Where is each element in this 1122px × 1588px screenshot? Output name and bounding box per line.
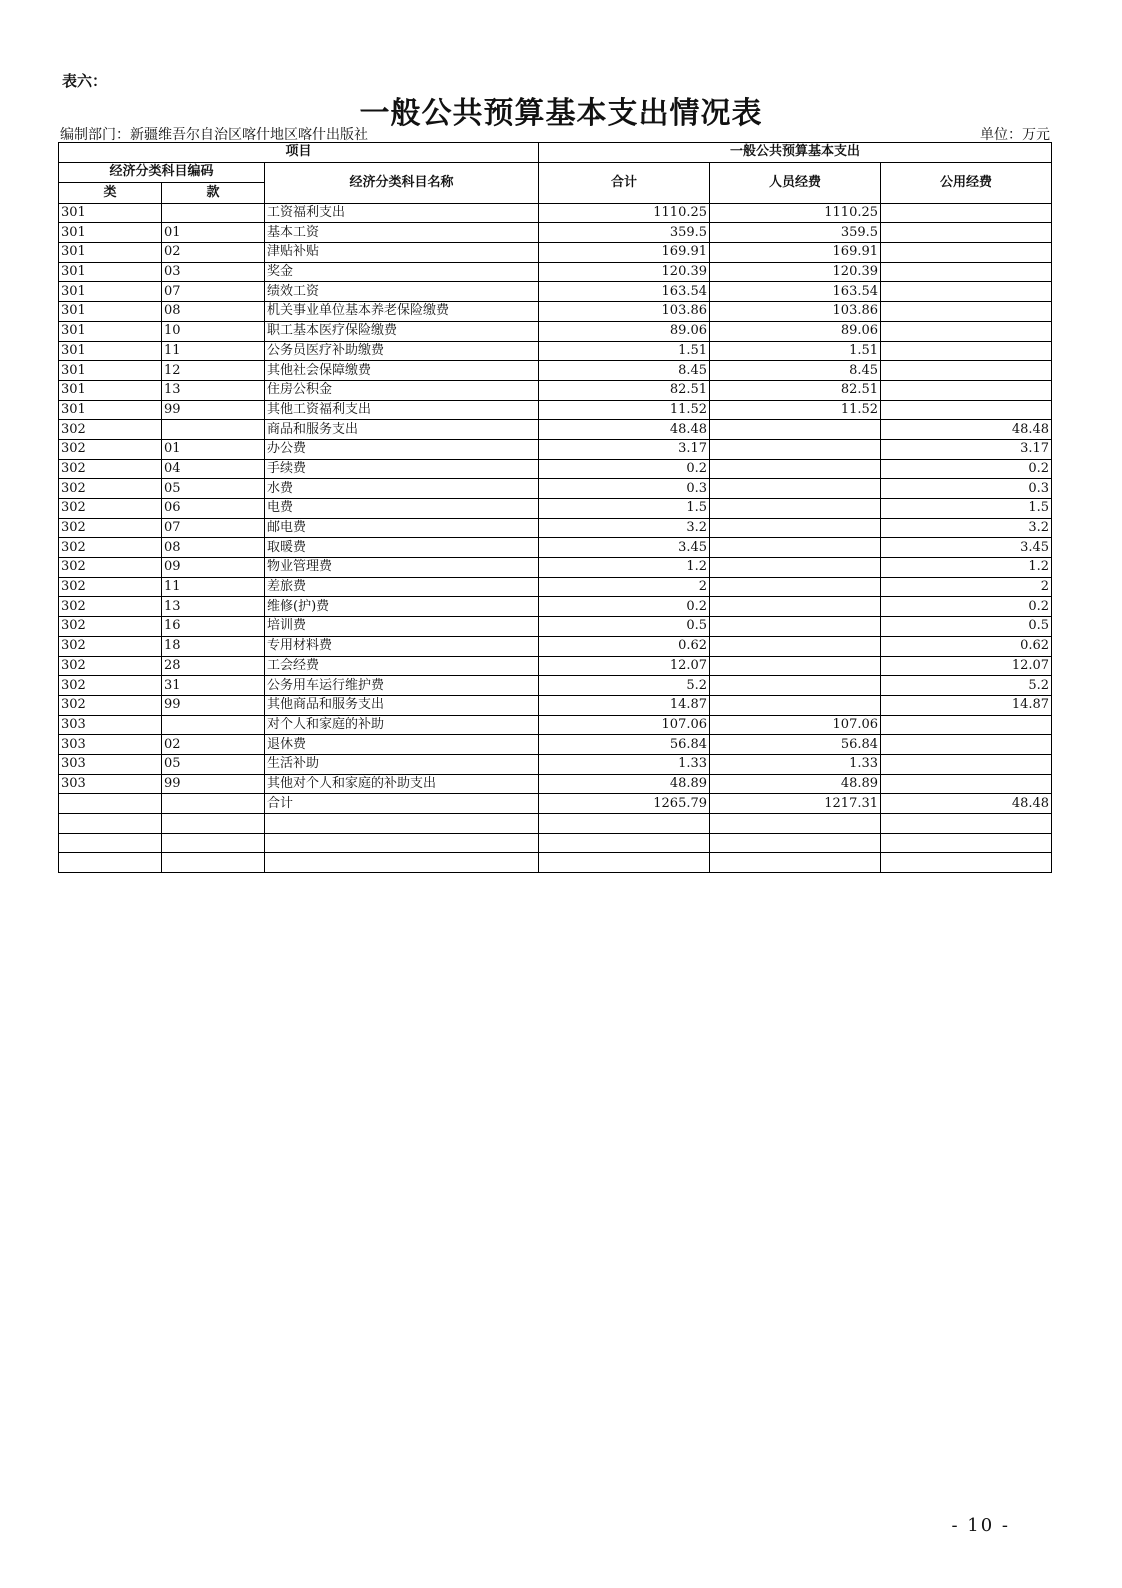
class-code-cell: 301: [59, 321, 162, 341]
item-code-cell: 99: [162, 774, 265, 794]
public-cell: [881, 735, 1052, 755]
item-code-cell: 08: [162, 538, 265, 558]
class-code-cell: [59, 814, 162, 834]
subject-name-cell: 其他社会保障缴费: [265, 361, 539, 381]
table-row: [59, 833, 1052, 853]
class-code-cell: 301: [59, 203, 162, 223]
personnel-cell: 8.45: [710, 361, 881, 381]
public-cell: 12.07: [881, 656, 1052, 676]
subject-name-cell: 绩效工资: [265, 282, 539, 302]
subject-name-cell: 机关事业单位基本养老保险缴费: [265, 302, 539, 322]
public-cell: [881, 243, 1052, 263]
table-row: [59, 479, 1052, 499]
personnel-cell: 163.54: [710, 282, 881, 302]
class-code-cell: 302: [59, 676, 162, 696]
total-cell: 1265.79: [539, 794, 710, 814]
subject-name-cell: 培训费: [265, 617, 539, 637]
personnel-cell: [710, 617, 881, 637]
item-code-cell: 01: [162, 223, 265, 243]
header-subject-name: 经济分类科目名称: [265, 162, 539, 203]
subject-name-cell: 职工基本医疗保险缴费: [265, 321, 539, 341]
subject-name-cell: 差旅费: [265, 577, 539, 597]
class-code-cell: 302: [59, 479, 162, 499]
public-cell: [881, 715, 1052, 735]
table-row: [59, 774, 1052, 794]
class-code-cell: 303: [59, 735, 162, 755]
page-title: 一般公共预算基本支出情况表: [359, 96, 763, 131]
class-code-cell: 303: [59, 774, 162, 794]
total-cell: 0.3: [539, 479, 710, 499]
department-label: 编制部门：新疆维吾尔自治区喀什地区喀什出版社: [60, 127, 368, 143]
item-code-cell: [162, 833, 265, 853]
class-code-cell: 302: [59, 420, 162, 440]
subject-name-cell: 邮电费: [265, 518, 539, 538]
header-public: 公用经费: [881, 162, 1052, 203]
subject-name-cell: 公务员医疗补助缴费: [265, 341, 539, 361]
class-code-cell: 302: [59, 617, 162, 637]
class-code-cell: 301: [59, 223, 162, 243]
public-cell: 1.5: [881, 499, 1052, 519]
item-code-cell: 31: [162, 676, 265, 696]
total-cell: 3.45: [539, 538, 710, 558]
personnel-cell: [710, 538, 881, 558]
table-row: [59, 203, 1052, 223]
item-code-cell: [162, 794, 265, 814]
item-code-cell: 10: [162, 321, 265, 341]
item-code-cell: 12: [162, 361, 265, 381]
public-cell: [881, 754, 1052, 774]
class-code-cell: 301: [59, 400, 162, 420]
header-project: 项目: [59, 143, 539, 163]
total-cell: 103.86: [539, 302, 710, 322]
subject-name-cell: 电费: [265, 499, 539, 519]
total-cell: 82.51: [539, 380, 710, 400]
personnel-cell: 1217.31: [710, 794, 881, 814]
table-row: [59, 558, 1052, 578]
item-code-cell: 11: [162, 577, 265, 597]
public-cell: 3.45: [881, 538, 1052, 558]
total-cell: 1.33: [539, 754, 710, 774]
class-code-cell: 301: [59, 282, 162, 302]
table-row: [59, 223, 1052, 243]
total-cell: 5.2: [539, 676, 710, 696]
subject-name-cell: 专用材料费: [265, 636, 539, 656]
class-code-cell: [59, 794, 162, 814]
personnel-cell: [710, 518, 881, 538]
class-code-cell: 302: [59, 439, 162, 459]
total-cell: 12.07: [539, 656, 710, 676]
total-cell: 3.2: [539, 518, 710, 538]
personnel-cell: 1110.25: [710, 203, 881, 223]
class-code-cell: 301: [59, 262, 162, 282]
item-code-cell: 05: [162, 754, 265, 774]
public-cell: 3.17: [881, 439, 1052, 459]
subject-name-cell: 公务用车运行维护费: [265, 676, 539, 696]
subject-name-cell: 商品和服务支出: [265, 420, 539, 440]
total-cell: 1.5: [539, 499, 710, 519]
class-code-cell: 302: [59, 499, 162, 519]
class-code-cell: [59, 853, 162, 873]
subject-name-cell: [265, 853, 539, 873]
class-code-cell: 302: [59, 636, 162, 656]
table-row: [59, 577, 1052, 597]
subject-name-cell: 其他对个人和家庭的补助支出: [265, 774, 539, 794]
public-cell: 48.48: [881, 420, 1052, 440]
personnel-cell: [710, 558, 881, 578]
public-cell: [881, 774, 1052, 794]
total-cell: 1110.25: [539, 203, 710, 223]
header-row-2: [59, 162, 1052, 183]
public-cell: [881, 341, 1052, 361]
table-row: [59, 597, 1052, 617]
personnel-cell: [710, 636, 881, 656]
public-cell: 2: [881, 577, 1052, 597]
personnel-cell: 169.91: [710, 243, 881, 263]
public-cell: [881, 814, 1052, 834]
table-row: [59, 754, 1052, 774]
subject-name-cell: 手续费: [265, 459, 539, 479]
subject-name-cell: 津贴补贴: [265, 243, 539, 263]
total-cell: 48.89: [539, 774, 710, 794]
personnel-cell: 89.06: [710, 321, 881, 341]
total-cell: 0.62: [539, 636, 710, 656]
header-row-1: [59, 143, 1052, 163]
item-code-cell: 13: [162, 380, 265, 400]
subject-name-cell: 住房公积金: [265, 380, 539, 400]
table-row: [59, 735, 1052, 755]
personnel-cell: [710, 420, 881, 440]
subject-name-cell: 其他商品和服务支出: [265, 695, 539, 715]
subject-name-cell: 对个人和家庭的补助: [265, 715, 539, 735]
subject-name-cell: [265, 833, 539, 853]
class-code-cell: 302: [59, 656, 162, 676]
header-personnel: 人员经费: [710, 162, 881, 203]
personnel-cell: [710, 597, 881, 617]
personnel-cell: [710, 676, 881, 696]
public-cell: [881, 853, 1052, 873]
public-cell: 0.3: [881, 479, 1052, 499]
personnel-cell: [710, 499, 881, 519]
personnel-cell: [710, 577, 881, 597]
total-cell: 107.06: [539, 715, 710, 735]
table-row: [59, 636, 1052, 656]
personnel-cell: 11.52: [710, 400, 881, 420]
budget-table: [58, 142, 1052, 873]
total-cell: 14.87: [539, 695, 710, 715]
subject-name-cell: 维修(护)费: [265, 597, 539, 617]
subject-name-cell: [265, 814, 539, 834]
item-code-cell: [162, 420, 265, 440]
item-code-cell: 01: [162, 439, 265, 459]
total-cell: 1.51: [539, 341, 710, 361]
table-row: [59, 341, 1052, 361]
item-code-cell: [162, 814, 265, 834]
subject-name-cell: 物业管理费: [265, 558, 539, 578]
total-cell: 1.2: [539, 558, 710, 578]
personnel-cell: [710, 695, 881, 715]
personnel-cell: [710, 833, 881, 853]
item-code-cell: 04: [162, 459, 265, 479]
item-code-cell: 06: [162, 499, 265, 519]
table-row: [59, 400, 1052, 420]
item-code-cell: 07: [162, 282, 265, 302]
subject-name-cell: 工会经费: [265, 656, 539, 676]
class-code-cell: 303: [59, 715, 162, 735]
item-code-cell: 11: [162, 341, 265, 361]
subject-name-cell: 奖金: [265, 262, 539, 282]
public-cell: [881, 380, 1052, 400]
total-cell: 0.2: [539, 459, 710, 479]
class-code-cell: 302: [59, 538, 162, 558]
total-cell: 0.2: [539, 597, 710, 617]
table-row: [59, 853, 1052, 873]
item-code-cell: 28: [162, 656, 265, 676]
public-cell: [881, 833, 1052, 853]
header-budget-group: 一般公共预算基本支出: [539, 143, 1052, 163]
personnel-cell: [710, 656, 881, 676]
personnel-cell: 56.84: [710, 735, 881, 755]
item-code-cell: 09: [162, 558, 265, 578]
public-cell: [881, 361, 1052, 381]
public-cell: 48.48: [881, 794, 1052, 814]
personnel-cell: 1.33: [710, 754, 881, 774]
public-cell: 0.62: [881, 636, 1052, 656]
public-cell: [881, 321, 1052, 341]
table-row: [59, 439, 1052, 459]
total-cell: [539, 833, 710, 853]
item-code-cell: 07: [162, 518, 265, 538]
subject-name-cell: 办公费: [265, 439, 539, 459]
item-code-cell: 13: [162, 597, 265, 617]
class-code-cell: 301: [59, 361, 162, 381]
subject-name-cell: 生活补助: [265, 754, 539, 774]
personnel-cell: [710, 459, 881, 479]
personnel-cell: 103.86: [710, 302, 881, 322]
table-row: [59, 656, 1052, 676]
table-row: [59, 361, 1052, 381]
total-cell: 3.17: [539, 439, 710, 459]
personnel-cell: [710, 814, 881, 834]
total-cell: 48.48: [539, 420, 710, 440]
table-row: [59, 499, 1052, 519]
header-total: 合计: [539, 162, 710, 203]
public-cell: 0.2: [881, 459, 1052, 479]
public-cell: 1.2: [881, 558, 1052, 578]
total-cell: [539, 853, 710, 873]
public-cell: [881, 302, 1052, 322]
personnel-cell: 107.06: [710, 715, 881, 735]
personnel-cell: [710, 853, 881, 873]
personnel-cell: [710, 439, 881, 459]
table-row: [59, 538, 1052, 558]
total-cell: 89.06: [539, 321, 710, 341]
public-cell: [881, 262, 1052, 282]
personnel-cell: 359.5: [710, 223, 881, 243]
personnel-cell: 1.51: [710, 341, 881, 361]
item-code-cell: 08: [162, 302, 265, 322]
item-code-cell: [162, 715, 265, 735]
table-row: [59, 617, 1052, 637]
unit-label: 单位：万元: [980, 127, 1050, 143]
item-code-cell: 99: [162, 400, 265, 420]
header-class: 类: [59, 183, 162, 204]
subject-name-cell: 退休费: [265, 735, 539, 755]
class-code-cell: 302: [59, 597, 162, 617]
class-code-cell: 301: [59, 243, 162, 263]
class-code-cell: [59, 833, 162, 853]
item-code-cell: 03: [162, 262, 265, 282]
class-code-cell: 301: [59, 302, 162, 322]
item-code-cell: 16: [162, 617, 265, 637]
public-cell: 14.87: [881, 695, 1052, 715]
class-code-cell: 302: [59, 518, 162, 538]
table-row: [59, 262, 1052, 282]
class-code-cell: 302: [59, 558, 162, 578]
total-cell: 8.45: [539, 361, 710, 381]
table-body: [59, 203, 1052, 872]
subject-name-cell: 水费: [265, 479, 539, 499]
total-cell: 359.5: [539, 223, 710, 243]
class-code-cell: 303: [59, 754, 162, 774]
class-code-cell: 302: [59, 459, 162, 479]
class-code-cell: 301: [59, 380, 162, 400]
table-row: [59, 380, 1052, 400]
item-code-cell: 18: [162, 636, 265, 656]
table-row: [59, 321, 1052, 341]
public-cell: 3.2: [881, 518, 1052, 538]
total-cell: 2: [539, 577, 710, 597]
table-row: [59, 459, 1052, 479]
total-cell: 163.54: [539, 282, 710, 302]
class-code-cell: 302: [59, 577, 162, 597]
page-number: - 10 -: [951, 1515, 1010, 1536]
subject-name-cell: 基本工资: [265, 223, 539, 243]
subject-name-cell: 取暖费: [265, 538, 539, 558]
table-row: [59, 695, 1052, 715]
table-row: [59, 243, 1052, 263]
total-cell: 120.39: [539, 262, 710, 282]
header-item: 款: [162, 183, 265, 204]
table-row: [59, 518, 1052, 538]
public-cell: 5.2: [881, 676, 1052, 696]
public-cell: 0.2: [881, 597, 1052, 617]
table-row: [59, 676, 1052, 696]
personnel-cell: 48.89: [710, 774, 881, 794]
subject-name-cell: 其他工资福利支出: [265, 400, 539, 420]
item-code-cell: 99: [162, 695, 265, 715]
subject-name-cell: 工资福利支出: [265, 203, 539, 223]
class-code-cell: 301: [59, 341, 162, 361]
header-code-group: 经济分类科目编码: [59, 162, 265, 183]
table-row: [59, 420, 1052, 440]
personnel-cell: 82.51: [710, 380, 881, 400]
public-cell: [881, 203, 1052, 223]
personnel-cell: [710, 479, 881, 499]
item-code-cell: 02: [162, 735, 265, 755]
table-row: [59, 302, 1052, 322]
public-cell: [881, 223, 1052, 243]
personnel-cell: 120.39: [710, 262, 881, 282]
table-row: [59, 814, 1052, 834]
public-cell: [881, 400, 1052, 420]
table-row: [59, 715, 1052, 735]
total-cell: 0.5: [539, 617, 710, 637]
class-code-cell: 302: [59, 695, 162, 715]
table-row: [59, 282, 1052, 302]
subject-name-cell: 合计: [265, 794, 539, 814]
item-code-cell: [162, 853, 265, 873]
item-code-cell: 02: [162, 243, 265, 263]
total-cell: 169.91: [539, 243, 710, 263]
total-cell: 11.52: [539, 400, 710, 420]
public-cell: [881, 282, 1052, 302]
total-cell: [539, 814, 710, 834]
total-cell: 56.84: [539, 735, 710, 755]
public-cell: 0.5: [881, 617, 1052, 637]
table-row: [59, 794, 1052, 814]
table-label: 表六：: [62, 72, 108, 90]
item-code-cell: 05: [162, 479, 265, 499]
item-code-cell: [162, 203, 265, 223]
